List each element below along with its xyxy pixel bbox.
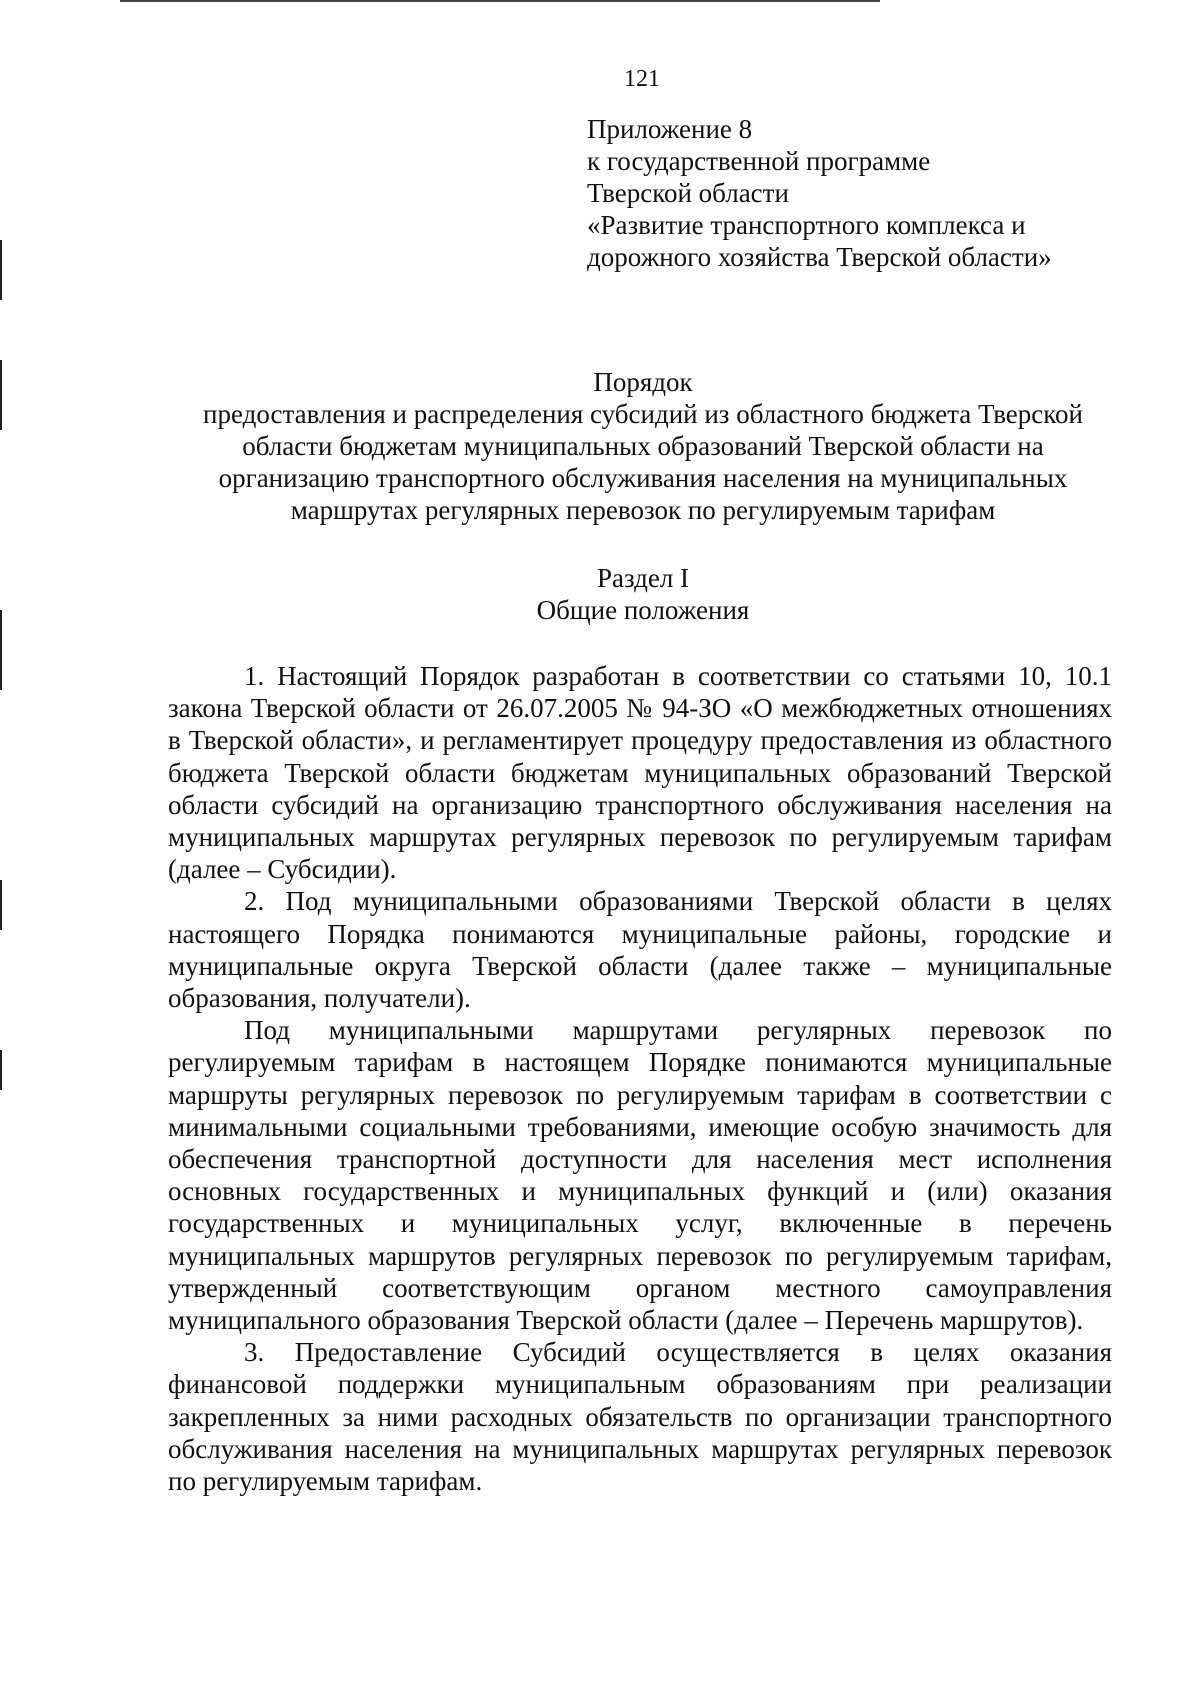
section-number: Раздел I [596, 563, 690, 593]
document-title [168, 366, 1118, 526]
title-line: организацию транспортного обслуживания населения на муниципальных [218, 463, 1068, 493]
paragraph: 2. Под муниципальными образованиями Тверской области в целях настоящего Порядка понимаются муниципальные районы, городские и муниципальные округа Тверской области (далее также – муниципальные образования, получатели). [168, 886, 1112, 1014]
scan-top-edge [120, 0, 880, 2]
appendix-line: к государственной программе [587, 146, 931, 176]
appendix-line: дорожного хозяйства Тверской области» [587, 242, 1052, 272]
appendix-block [587, 113, 1052, 273]
document-body [168, 660, 1112, 1497]
appendix-line: Приложение 8 [587, 114, 753, 144]
section-name: Общие положения [536, 595, 750, 625]
title-line: предоставления и распределения субсидий из областного бюджета Тверской [203, 399, 1083, 429]
scan-margin-mark [0, 610, 2, 690]
paragraph: 1. Настоящий Порядок разработан в соответствии со статьями 10, 10.1 закона Тверской области от 26.07.2005 № 94-ЗО «О межбюджетных отношениях в Тверской области», и регламентирует процедуру предоставления из областного бюджета Тверской области бюджетам муниципальных образований Тверской области субсидий на организацию транспортного обслуживания населения на муниципальных маршрутах регулярных перевозок по регулируемым тарифам (далее – Субсидии). [168, 661, 1112, 885]
scan-margin-mark [0, 240, 2, 300]
scan-margin-mark [0, 880, 2, 930]
paragraph: Под муниципальными маршрутами регулярных перевозок по регулируемым тарифам в настоящем Порядке понимаются муниципальные маршруты регулярных перевозок по регулируемым тарифам в соответствии с минимальными социальными требованиями, имеющие особую значимость для обеспечения транспортной доступности для населения мест исполнения основных государственных и муниципальных функций и (или) оказания государственных и муниципальных услуг, включенные в перечень муниципальных маршрутов регулярных перевозок по регулируемым тарифам, утвержденный соответствующим органом местного самоуправления муниципального образования Тверской области (далее – Перечень маршрутов). [168, 1015, 1112, 1336]
title-line: области бюджетам муниципальных образований Тверской области на [242, 431, 1044, 461]
scan-margin-mark [0, 360, 2, 430]
appendix-line: «Развитие транспортного комплекса и [587, 210, 1026, 240]
paragraph: 3. Предоставление Субсидий осуществляется в целях оказания финансовой поддержки муниципальным образованиям при реализации закрепленных за ними расходных обязательств по организации транспортного обслуживания населения на муниципальных маршрутах регулярных перевозок по регулируемым тарифам. [168, 1337, 1112, 1497]
scan-margin-mark [0, 1050, 2, 1090]
title-line: маршрутах регулярных перевозок по регулируемым тарифам [290, 495, 996, 525]
page-number: 121 [624, 66, 660, 92]
appendix-line: Тверской области [587, 178, 789, 208]
section-heading [168, 562, 1118, 626]
title-heading: Порядок [593, 367, 693, 397]
